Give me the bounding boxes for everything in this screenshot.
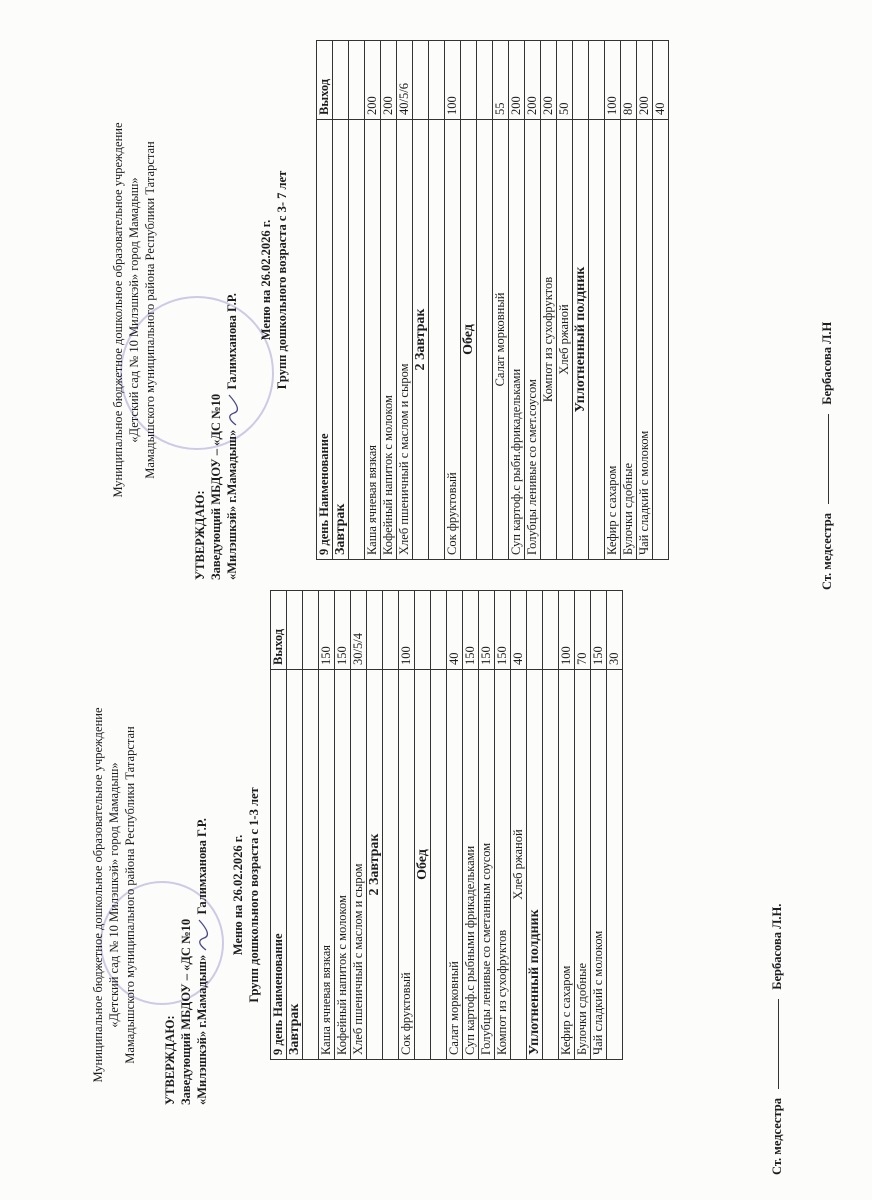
approve-org: «Милэшкэй» г.Мамадыш» bbox=[195, 954, 209, 1105]
signature-icon bbox=[226, 393, 240, 427]
menu-left bbox=[90, 615, 810, 1175]
org-header bbox=[110, 60, 158, 560]
approve-org: «Милэшкэй» г.Мамадыш» bbox=[225, 429, 239, 580]
table-row: Голубцы ленивые со смет.соусом bbox=[525, 120, 541, 560]
table-row: Булочки сдобные bbox=[621, 120, 637, 560]
row-value: 70 bbox=[575, 591, 591, 670]
row-value: 40 bbox=[447, 591, 463, 670]
signature-line bbox=[827, 414, 829, 504]
row-value: 150 bbox=[335, 591, 351, 670]
table-row: Суп картоф.с рыбными фрикадельками bbox=[463, 670, 479, 1060]
row-value: 200 bbox=[381, 41, 397, 120]
org-line-2: «Детский сад № 10 Милэшкэй» город Мамадыш» bbox=[107, 762, 121, 1028]
row-value: 150 bbox=[463, 591, 479, 670]
approve-title: УТВЕРЖДАЮ: bbox=[163, 1015, 177, 1105]
approve-line-2 bbox=[194, 818, 210, 1105]
approve-line-1: Заведующий МБДОУ – «ДС №10 bbox=[209, 393, 223, 580]
row-value: 30/5/4 bbox=[351, 591, 367, 670]
nurse-signature-line bbox=[770, 904, 785, 1175]
section-snack: Уплотненный полдник bbox=[573, 120, 589, 560]
section-breakfast: Завтрак bbox=[287, 670, 303, 1060]
menu-right bbox=[110, 30, 850, 590]
row-value: 40 bbox=[653, 41, 669, 120]
table-row: Компот из сухофруктов bbox=[495, 670, 511, 1060]
org-line-1: Муниципальное бюджетное дошкольное образовательное учреждение bbox=[91, 707, 105, 1083]
table-row: Салат морковный bbox=[447, 670, 463, 1060]
nurse-name: Бербасова Л.Н bbox=[820, 321, 834, 405]
row-value: 200 bbox=[541, 41, 557, 120]
age-group-title: Групп дошкольного возраста с 3- 7 лет bbox=[275, 170, 289, 390]
signature-icon bbox=[196, 918, 210, 952]
col-out-header: Выход bbox=[271, 591, 287, 670]
table-row: Каша ячневая вязкая bbox=[365, 120, 381, 560]
row-value: 100 bbox=[559, 591, 575, 670]
row-value: 80 bbox=[621, 41, 637, 120]
table-row: Сок фруктовый bbox=[445, 120, 461, 560]
section-snack: Уплотненный полдник bbox=[527, 670, 543, 1060]
org-line-3: Мамадышского муниципального района Республики Татарстан bbox=[143, 141, 157, 479]
row-value: 55 bbox=[493, 41, 509, 120]
table-row: Голубцы ленивые со сметанным соусом bbox=[479, 670, 495, 1060]
menu-table bbox=[270, 590, 623, 1060]
nurse-label: Ст. медсестра bbox=[820, 513, 834, 590]
row-value: 100 bbox=[445, 41, 461, 120]
approve-title: УТВЕРЖДАЮ: bbox=[193, 490, 207, 580]
row-value: 150 bbox=[319, 591, 335, 670]
table-row: Кефир с сахаром bbox=[605, 120, 621, 560]
row-value: 200 bbox=[365, 41, 381, 120]
org-line-2: «Детский сад № 10 Милэшкэй» город Мамадыш» bbox=[127, 177, 141, 443]
table-row: Хлеб пшеничный с маслом и сыром bbox=[351, 670, 367, 1060]
section-second-breakfast: 2 Завтрак bbox=[413, 120, 429, 560]
row-value: 150 bbox=[479, 591, 495, 670]
org-line-3: Мамадышского муниципального района Республики Татарстан bbox=[123, 726, 137, 1064]
section-breakfast: Завтрак bbox=[333, 120, 349, 560]
table-row: Булочки сдобные bbox=[575, 670, 591, 1060]
table-row: Кофейный напиток с молоком bbox=[335, 670, 351, 1060]
section-lunch: Обед bbox=[415, 670, 431, 1060]
table-row: Компот из сухофруктов bbox=[541, 120, 557, 560]
row-value: 200 bbox=[637, 41, 653, 120]
row-value: 200 bbox=[509, 41, 525, 120]
menu-date-title: Меню на 26.02.2026 г. bbox=[231, 834, 245, 956]
table-row: Каша ячневая вязкая bbox=[319, 670, 335, 1060]
approve-head-name: Галимханова Г.Р. bbox=[195, 818, 209, 915]
row-value: 150 bbox=[591, 591, 607, 670]
col-name-header: 9 день Наименование bbox=[317, 120, 333, 560]
row-value: 40 bbox=[511, 591, 527, 670]
table-row: Чай сладкий с молоком bbox=[637, 120, 653, 560]
menu-table bbox=[316, 40, 669, 560]
table-row: Салат морковный bbox=[493, 120, 509, 560]
row-value: 150 bbox=[495, 591, 511, 670]
org-line-1: Муниципальное бюджетное дошкольное образовательное учреждение bbox=[111, 122, 125, 498]
approval-block bbox=[192, 293, 240, 580]
table-row: Сок фруктовый bbox=[399, 670, 415, 1060]
row-value: 40/5/6 bbox=[397, 41, 413, 120]
nurse-name: Бербасова Л.Н. bbox=[770, 903, 784, 990]
age-group-title: Групп дошкольного возраста с 1-3 лет bbox=[247, 787, 261, 1003]
row-value: 200 bbox=[525, 41, 541, 120]
menu-title-block bbox=[258, 130, 290, 430]
org-header bbox=[90, 645, 138, 1145]
table-row: Хлеб пшеничный с маслом и сыром bbox=[397, 120, 413, 560]
menu-title-block bbox=[230, 745, 262, 1045]
row-value: 50 bbox=[557, 41, 573, 120]
row-value: 100 bbox=[399, 591, 415, 670]
col-name-header: 9 день Наименование bbox=[271, 670, 287, 1060]
nurse-label: Ст. медсестра bbox=[770, 1098, 784, 1175]
menu-date-title: Меню на 26.02.2026 г. bbox=[259, 219, 273, 341]
approve-head-name: Галимханова Г.Р. bbox=[225, 293, 239, 390]
row-value: 100 bbox=[605, 41, 621, 120]
table-row: Суп картоф.с рыбн.фрикадельками bbox=[509, 120, 525, 560]
row-value: 30 bbox=[607, 591, 623, 670]
table-row: Кефир с сахаром bbox=[559, 670, 575, 1060]
approve-line-1: Заведующий МБДОУ – «ДС №10 bbox=[179, 918, 193, 1105]
section-lunch: Обед bbox=[461, 120, 477, 560]
nurse-signature-line bbox=[820, 322, 835, 590]
signature-line bbox=[777, 999, 779, 1089]
table-row: Кофейный напиток с молоком bbox=[381, 120, 397, 560]
section-second-breakfast: 2 Завтрак bbox=[367, 670, 383, 1060]
col-out-header: Выход bbox=[317, 41, 333, 120]
approval-block bbox=[162, 818, 210, 1105]
table-row: Хлеб ржаной bbox=[511, 670, 527, 1060]
approve-line-2 bbox=[224, 293, 240, 580]
table-row: Чай сладкий с молоком bbox=[591, 670, 607, 1060]
table-row: Хлеб ржаной bbox=[557, 120, 573, 560]
